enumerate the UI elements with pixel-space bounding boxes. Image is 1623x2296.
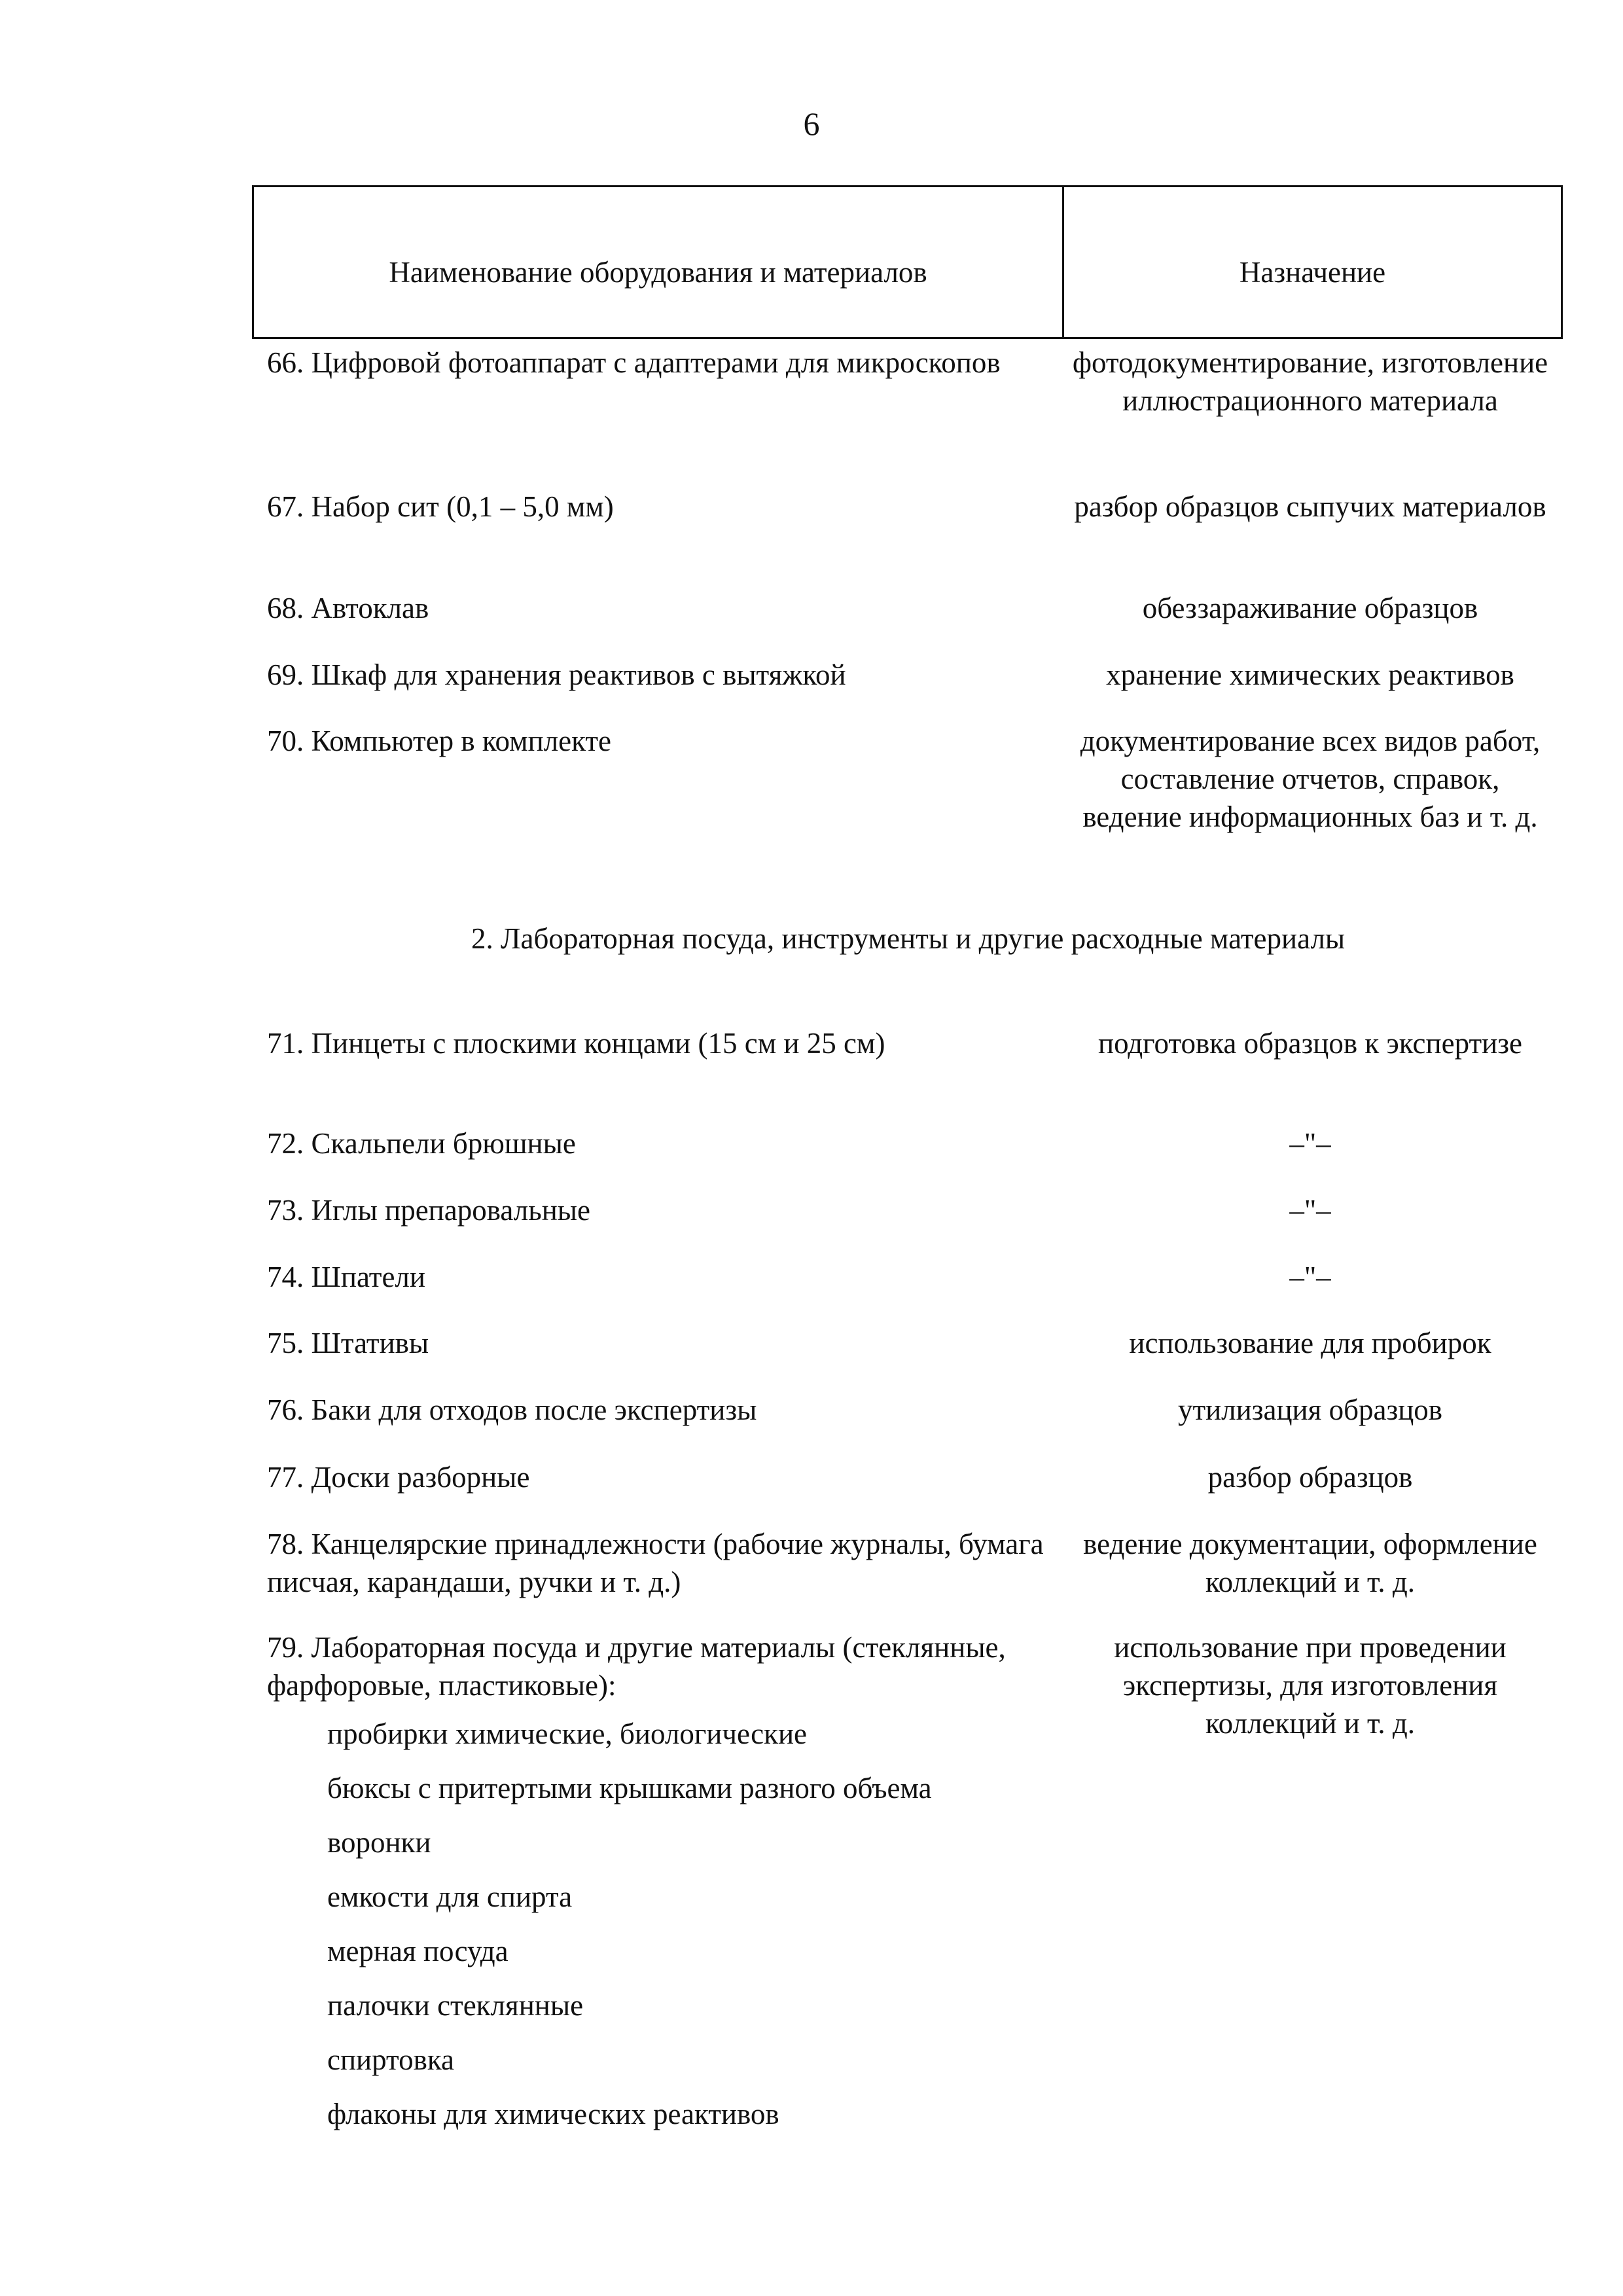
item-name: 70. Компьютер в комплекте (267, 725, 612, 757)
item-name: 66. Цифровой фотоаппарат с адаптерами для микроскопов (267, 346, 1001, 379)
header-name-column: Наименование оборудования и материалов (254, 187, 1064, 337)
item-purpose: –"– (1289, 1261, 1331, 1293)
item-purpose: ведение документации, оформление коллекций и т. д. (1083, 1528, 1537, 1598)
item-name: 73. Иглы препаровальные (267, 1194, 591, 1227)
item-name: 71. Пинцеты с плоскими концами (15 см и 25 см) (267, 1027, 885, 1060)
item-purpose: подготовка образцов к экспертизе (1098, 1027, 1522, 1060)
table-header (252, 185, 1563, 339)
item-name: 76. Баки для отходов после экспертизы (267, 1393, 757, 1426)
item-purpose: фотодокументирование, изготовление иллюстрационного материала (1072, 346, 1548, 417)
item-purpose: хранение химических реактивов (1106, 658, 1514, 691)
section-heading: 2. Лабораторная посуда, инструменты и другие расходные материалы (471, 922, 1346, 955)
item-name: 69. Шкаф для хранения реактивов с вытяжкой (267, 658, 846, 691)
list-item: палочки стеклянные (327, 1989, 584, 2022)
list-item: емкости для спирта (327, 1880, 573, 1913)
list-item: мерная посуда (327, 1935, 508, 1967)
item-purpose: разбор образцов сыпучих материалов (1074, 490, 1546, 523)
item-purpose: использование при проведении экспертизы, для изготовления коллекций и т. д. (1114, 1631, 1507, 1740)
item-name: 78. Канцелярские принадлежности (рабочие журналы, бумага писчая, карандаши, ручки и т. д.) (267, 1528, 1044, 1598)
item-purpose: –"– (1289, 1194, 1331, 1227)
item-purpose: разбор образцов (1207, 1461, 1413, 1494)
list-item: бюксы с притертыми крышками разного объема (327, 1772, 932, 1804)
list-item: флаконы для химических реактивов (327, 2098, 779, 2130)
item-name: 77. Доски разборные (267, 1461, 530, 1494)
item-purpose: –"– (1289, 1127, 1331, 1160)
item-name: 72. Скальпели брюшные (267, 1127, 576, 1160)
header-purpose-column: Назначение (1239, 255, 1386, 289)
item-purpose: утилизация образцов (1177, 1393, 1443, 1426)
item-name: 79. Лабораторная посуда и другие материалы (стеклянные, фарфоровые, пластиковые): (267, 1631, 1006, 1702)
page-number: 6 (803, 105, 820, 142)
item-purpose: обеззараживание образцов (1142, 592, 1478, 624)
item-name: 74. Шпатели (267, 1261, 425, 1293)
list-item: воронки (327, 1826, 431, 1859)
list-item: пробирки химические, биологические (327, 1717, 808, 1750)
list-item: спиртовка (327, 2043, 455, 2076)
item-name: 67. Набор сит (0,1 – 5,0 мм) (267, 490, 614, 523)
item-purpose: использование для пробирок (1129, 1327, 1491, 1359)
item-name: 68. Автоклав (267, 592, 429, 624)
item-name: 75. Штативы (267, 1327, 429, 1359)
item-purpose: документирование всех видов работ, составление отчетов, справок, ведение информационных баз и т. д. (1080, 725, 1541, 833)
